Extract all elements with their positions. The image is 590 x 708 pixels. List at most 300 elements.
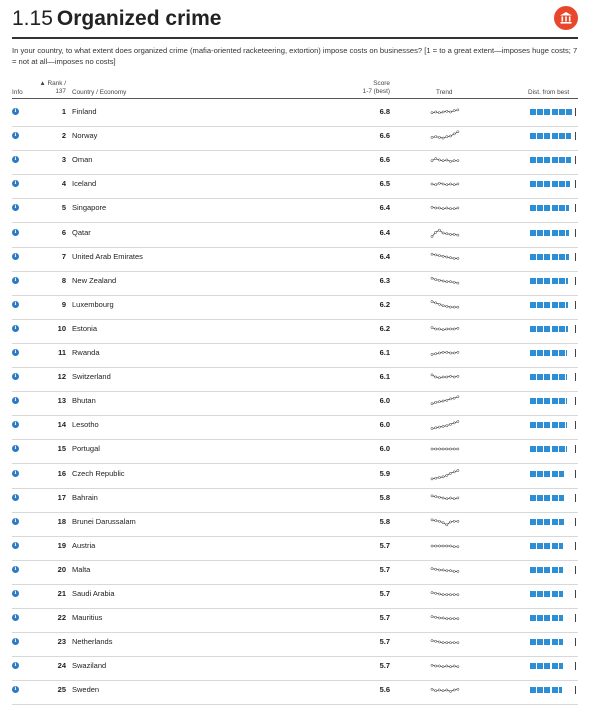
trend-point — [453, 497, 455, 499]
trend-point — [442, 594, 444, 596]
dist-segment — [530, 519, 536, 525]
trend-point — [431, 428, 433, 430]
dist-segment — [544, 230, 550, 236]
trend-point — [438, 401, 440, 403]
country-cell[interactable]: Czech Republic — [72, 468, 125, 478]
table-row[interactable] — [12, 656, 578, 681]
table-row[interactable] — [12, 295, 578, 320]
trend-sparkline — [430, 439, 460, 459]
trend-point — [431, 207, 433, 209]
info-icon[interactable]: i — [12, 494, 19, 501]
table-row[interactable] — [12, 367, 578, 392]
trend-point — [431, 664, 433, 666]
dist-from-best-bar — [530, 326, 576, 332]
trend-point — [431, 616, 433, 618]
trend-point — [449, 496, 451, 498]
trend-point — [449, 280, 451, 282]
rank-cell: 6 — [61, 227, 66, 237]
trend-point — [438, 665, 440, 667]
dist-best-marker — [575, 229, 576, 237]
dist-from-best-bar — [530, 687, 576, 693]
rank-sort-label[interactable]: ▲ Rank / — [39, 80, 66, 87]
trend-point — [449, 448, 451, 450]
pillar-building-icon[interactable] — [554, 6, 578, 30]
trend-point — [431, 253, 433, 255]
trend-point — [457, 396, 459, 398]
trend-point — [431, 592, 433, 594]
info-icon[interactable]: i — [12, 638, 19, 645]
trend-point — [446, 255, 448, 257]
dist-segment — [559, 495, 564, 501]
table-row[interactable] — [12, 343, 578, 368]
dist-segment — [544, 350, 550, 356]
dist-best-marker — [575, 349, 576, 357]
dist-segment — [544, 591, 550, 597]
rank-cell: 20 — [57, 564, 66, 574]
dist-segment — [537, 181, 543, 187]
dist-segment — [552, 133, 558, 139]
rank-cell: 5 — [61, 203, 66, 213]
info-icon[interactable]: i — [12, 156, 19, 163]
trend-point — [453, 133, 455, 135]
trend-point — [446, 280, 448, 282]
table-row[interactable] — [12, 512, 578, 537]
country-cell[interactable]: Portugal — [72, 444, 100, 454]
trend-point — [446, 642, 448, 644]
info-icon[interactable]: i — [12, 349, 19, 356]
trend-point — [446, 232, 448, 234]
section-title: Organized crime — [56, 7, 222, 30]
trend-point — [449, 691, 451, 693]
dist-segment — [559, 230, 565, 236]
dist-segment — [530, 639, 536, 645]
table-row[interactable] — [12, 439, 578, 464]
trend-sparkline — [430, 680, 460, 700]
dist-segment — [537, 133, 543, 139]
trend-point — [457, 160, 459, 162]
dist-from-best-bar — [530, 133, 576, 139]
country-cell[interactable]: Netherlands — [72, 637, 113, 647]
table-row[interactable] — [12, 271, 578, 296]
trend-point — [446, 425, 448, 427]
dist-segment — [544, 639, 550, 645]
trend-point — [446, 399, 448, 401]
trend-point — [449, 642, 451, 644]
trend-point — [442, 400, 444, 402]
dist-from-best-bar — [530, 230, 576, 236]
score-cell: 6.5 — [379, 179, 390, 189]
trend-point — [431, 300, 433, 302]
dist-segment — [544, 471, 550, 477]
dist-segment — [537, 109, 543, 115]
trend-point — [446, 136, 448, 138]
trend-point — [449, 398, 451, 400]
dist-segment — [530, 109, 536, 115]
dist-from-best-bar — [530, 446, 576, 452]
dist-segment — [537, 350, 543, 356]
dist-best-marker — [575, 180, 576, 188]
trend-point — [446, 665, 448, 667]
info-icon[interactable]: i — [12, 397, 19, 404]
table-row[interactable] — [12, 415, 578, 440]
trend-point — [446, 689, 448, 691]
table-row[interactable] — [12, 174, 578, 199]
trend-point — [453, 689, 455, 691]
dist-best-marker — [575, 397, 576, 405]
info-icon[interactable]: i — [12, 108, 19, 115]
dist-segment — [537, 422, 543, 428]
country-cell[interactable]: Finland — [72, 107, 97, 116]
dist-best-marker — [575, 325, 576, 333]
trend-sparkline — [430, 488, 460, 508]
trend-point — [449, 135, 451, 137]
info-icon[interactable]: i — [12, 180, 19, 187]
trend-point — [449, 256, 451, 258]
trend-point — [431, 518, 433, 520]
dist-best-marker — [575, 590, 576, 598]
score-header-line2: 1-7 (best) — [362, 88, 390, 95]
dist-best-marker — [575, 542, 576, 550]
rank-cell: 4 — [61, 179, 66, 189]
trend-point — [442, 521, 444, 523]
column-header-score[interactable] — [352, 80, 390, 96]
trend-sparkline — [430, 608, 460, 628]
info-icon[interactable]: i — [12, 421, 19, 428]
dist-segment — [559, 302, 565, 308]
dist-best-marker — [575, 156, 576, 164]
info-icon[interactable]: i — [12, 662, 19, 669]
dist-segment — [552, 109, 558, 115]
info-icon[interactable]: i — [12, 301, 19, 308]
trend-point — [457, 109, 459, 111]
info-icon[interactable]: i — [12, 542, 19, 549]
dist-best-marker — [575, 421, 576, 429]
rank-cell: 7 — [61, 251, 66, 261]
trend-point — [431, 494, 433, 496]
header-divider — [12, 98, 578, 99]
dist-segment — [537, 446, 543, 452]
table-row[interactable] — [12, 536, 578, 561]
dist-segment — [552, 567, 558, 573]
trend-point — [457, 131, 459, 133]
dist-segment — [530, 350, 536, 356]
score-cell: 6.1 — [379, 372, 390, 382]
table-row[interactable] — [12, 464, 578, 489]
dist-segment — [530, 181, 536, 187]
dist-from-best-bar — [530, 495, 576, 501]
country-cell[interactable]: New Zealand — [72, 275, 117, 285]
dist-segment — [566, 326, 568, 332]
score-cell: 6.6 — [379, 131, 390, 141]
dist-segment — [530, 543, 536, 549]
country-cell[interactable]: Estonia — [72, 323, 98, 333]
rank-cell: 11 — [58, 348, 66, 357]
info-icon[interactable]: i — [12, 566, 19, 573]
info-icon[interactable]: i — [12, 277, 19, 284]
dist-segment — [544, 302, 550, 308]
info-icon[interactable]: i — [12, 470, 19, 477]
dist-segment — [566, 230, 569, 236]
trend-point — [438, 254, 440, 256]
country-cell[interactable]: Oman — [72, 155, 93, 165]
trend-sparkline — [430, 584, 460, 604]
dist-segment — [544, 278, 550, 284]
rank-cell: 15 — [57, 444, 66, 454]
trend-point — [431, 112, 433, 114]
rank-cell: 17 — [57, 492, 66, 502]
trend-point — [438, 303, 440, 305]
score-cell: 5.8 — [379, 516, 390, 526]
dist-segment — [566, 278, 568, 284]
dist-segment — [559, 398, 565, 404]
table-row[interactable] — [12, 584, 578, 609]
dist-segment — [552, 663, 558, 669]
dist-from-best-bar — [530, 350, 576, 356]
dist-segment — [537, 230, 543, 236]
country-cell[interactable]: United Arab Emirates — [72, 251, 143, 261]
info-icon[interactable]: i — [12, 253, 19, 260]
country-cell[interactable]: Rwanda — [72, 348, 100, 357]
country-cell[interactable]: Swaziland — [72, 661, 107, 671]
country-cell[interactable]: Luxembourg — [72, 299, 114, 309]
dist-from-best-bar — [530, 374, 576, 380]
page-title — [12, 6, 221, 32]
country-cell[interactable]: Switzerland — [72, 372, 111, 382]
info-icon[interactable]: i — [12, 325, 19, 332]
country-cell[interactable]: Mauritius — [72, 613, 103, 623]
table-row[interactable] — [12, 102, 578, 127]
table-row[interactable] — [12, 247, 578, 272]
table-row[interactable] — [12, 319, 578, 344]
country-cell[interactable]: Austria — [72, 540, 96, 550]
score-cell: 6.6 — [379, 155, 390, 165]
country-cell[interactable]: Bhutan — [72, 396, 96, 406]
trend-point — [457, 469, 459, 471]
info-icon[interactable]: i — [12, 204, 19, 211]
trend-point — [453, 470, 455, 472]
score-cell: 5.8 — [379, 492, 390, 502]
trend-point — [453, 208, 455, 210]
score-cell: 5.7 — [379, 637, 390, 647]
dist-best-marker — [575, 638, 576, 646]
country-cell[interactable]: Qatar — [72, 227, 91, 237]
country-cell[interactable]: Sweden — [72, 685, 100, 695]
question-text: In your country, to what extent does organized crime (mafia-oriented racketeering, extortion) impose costs on businesses? [1 = to a great extent—imposes huge costs; 7 = not at all—imposes no costs] — [12, 46, 578, 66]
country-cell[interactable]: Singapore — [72, 203, 107, 213]
trend-point — [431, 277, 433, 279]
dist-from-best-bar — [530, 157, 576, 163]
dist-from-best-bar — [530, 591, 576, 597]
trend-sparkline — [430, 536, 460, 556]
trend-point — [449, 375, 451, 377]
dist-best-marker — [575, 204, 576, 212]
dist-segment — [552, 181, 558, 187]
info-icon[interactable]: i — [12, 373, 19, 380]
country-cell[interactable]: Bahrain — [72, 492, 98, 502]
table-row[interactable] — [12, 680, 578, 705]
trend-point — [435, 690, 437, 692]
trend-point — [457, 570, 459, 572]
trend-point — [431, 326, 433, 328]
trend-point — [449, 521, 451, 523]
score-cell: 5.7 — [379, 661, 390, 671]
trend-point — [453, 642, 455, 644]
rank-cell: 22 — [57, 613, 66, 623]
country-cell[interactable]: Brunei Darussalam — [72, 516, 136, 526]
trend-sparkline — [430, 271, 460, 291]
info-icon[interactable]: i — [12, 686, 19, 693]
dist-from-best-bar — [530, 205, 576, 211]
trend-point — [438, 617, 440, 619]
trend-point — [442, 569, 444, 571]
country-cell[interactable]: Norway — [72, 131, 98, 141]
table-row[interactable] — [12, 150, 578, 175]
info-icon[interactable]: i — [12, 614, 19, 621]
dist-segment — [552, 543, 558, 549]
trend-point — [435, 495, 437, 497]
trend-point — [431, 353, 433, 355]
score-cell: 5.7 — [379, 540, 390, 550]
trend-point — [446, 207, 448, 209]
score-cell: 6.2 — [379, 299, 390, 309]
dist-segment — [530, 567, 536, 573]
dist-segment — [530, 471, 536, 477]
trend-point — [442, 690, 444, 692]
trend-point — [435, 328, 437, 330]
rank-cell: 13 — [57, 396, 66, 406]
trend-point — [457, 183, 459, 185]
table-row[interactable] — [12, 608, 578, 633]
dist-segment — [530, 422, 536, 428]
dist-segment — [552, 230, 558, 236]
trend-point — [446, 569, 448, 571]
rank-cell: 19 — [57, 540, 66, 550]
country-cell[interactable]: Saudi Arabia — [72, 589, 115, 598]
dist-segment — [552, 446, 558, 452]
table-row[interactable] — [12, 223, 578, 248]
page-header — [12, 4, 578, 38]
trend-point — [457, 642, 459, 644]
trend-point — [446, 351, 448, 353]
info-icon[interactable]: i — [12, 229, 19, 236]
trend-sparkline — [430, 464, 460, 484]
trend-point — [435, 353, 437, 355]
dist-segment — [530, 591, 536, 597]
country-cell[interactable]: Lesotho — [72, 420, 99, 430]
trend-point — [446, 376, 448, 378]
dist-segment — [552, 205, 558, 211]
trend-point — [435, 640, 437, 642]
table-row[interactable] — [12, 488, 578, 513]
dist-segment — [566, 254, 569, 260]
trend-point — [438, 641, 440, 643]
trend-sparkline — [430, 319, 460, 339]
dist-segment — [552, 422, 558, 428]
table-row[interactable] — [12, 560, 578, 585]
trend-point — [446, 594, 448, 596]
score-cell: 6.4 — [379, 251, 390, 261]
dist-segment — [559, 350, 565, 356]
dist-best-marker — [575, 301, 576, 309]
trend-point — [442, 231, 444, 233]
trend-sparkline — [430, 150, 460, 170]
dist-segment — [537, 278, 543, 284]
rank-cell: 8 — [61, 275, 66, 285]
info-icon[interactable]: i — [12, 518, 19, 525]
info-icon[interactable]: i — [12, 132, 19, 139]
trend-point — [431, 160, 433, 162]
dist-segment — [544, 519, 550, 525]
trend-point — [449, 183, 451, 185]
trend-point — [457, 448, 459, 450]
rank-cell: 16 — [57, 468, 66, 478]
trend-point — [453, 448, 455, 450]
trend-point — [435, 427, 437, 429]
table-row[interactable] — [12, 391, 578, 416]
trend-point — [435, 253, 437, 255]
trend-point — [438, 593, 440, 595]
trend-point — [438, 159, 440, 161]
dist-segment — [530, 663, 536, 669]
trend-point — [449, 111, 451, 113]
trend-point — [453, 233, 455, 235]
trend-point — [442, 545, 444, 547]
trend-point — [435, 592, 437, 594]
trend-point — [449, 594, 451, 596]
country-cell[interactable]: Malta — [72, 564, 91, 574]
dist-segment — [537, 591, 543, 597]
trend-point — [446, 523, 448, 525]
trend-point — [449, 208, 451, 210]
dist-segment — [537, 374, 543, 380]
trend-point — [453, 520, 455, 522]
trend-point — [442, 448, 444, 450]
column-header-rank[interactable] — [34, 80, 66, 96]
dist-segment — [552, 278, 558, 284]
table-row[interactable] — [12, 126, 578, 151]
trend-point — [435, 376, 437, 378]
dist-segment — [530, 302, 536, 308]
trend-point — [435, 158, 437, 160]
table-row[interactable] — [12, 198, 578, 223]
trend-sparkline — [430, 102, 460, 122]
dist-segment — [566, 181, 570, 187]
trend-point — [457, 520, 459, 522]
trend-point — [442, 642, 444, 644]
trend-point — [442, 208, 444, 210]
trend-point — [449, 328, 451, 330]
trend-point — [442, 111, 444, 113]
dist-segment — [566, 109, 572, 115]
table-row[interactable] — [12, 632, 578, 657]
info-icon[interactable]: i — [12, 590, 19, 597]
dist-segment — [559, 591, 563, 597]
trend-point — [453, 570, 455, 572]
trend-point — [453, 397, 455, 399]
rank-total-label: 137 — [55, 88, 66, 95]
dist-segment — [559, 663, 563, 669]
trend-point — [453, 257, 455, 259]
country-cell[interactable]: Iceland — [72, 179, 97, 189]
trend-point — [446, 110, 448, 112]
trend-point — [435, 665, 437, 667]
trend-sparkline — [430, 512, 460, 532]
dist-segment — [544, 205, 550, 211]
info-icon[interactable]: i — [12, 445, 19, 452]
column-header-country[interactable]: Country / Economy — [72, 89, 127, 96]
trend-point — [453, 352, 455, 354]
trend-point — [438, 352, 440, 354]
